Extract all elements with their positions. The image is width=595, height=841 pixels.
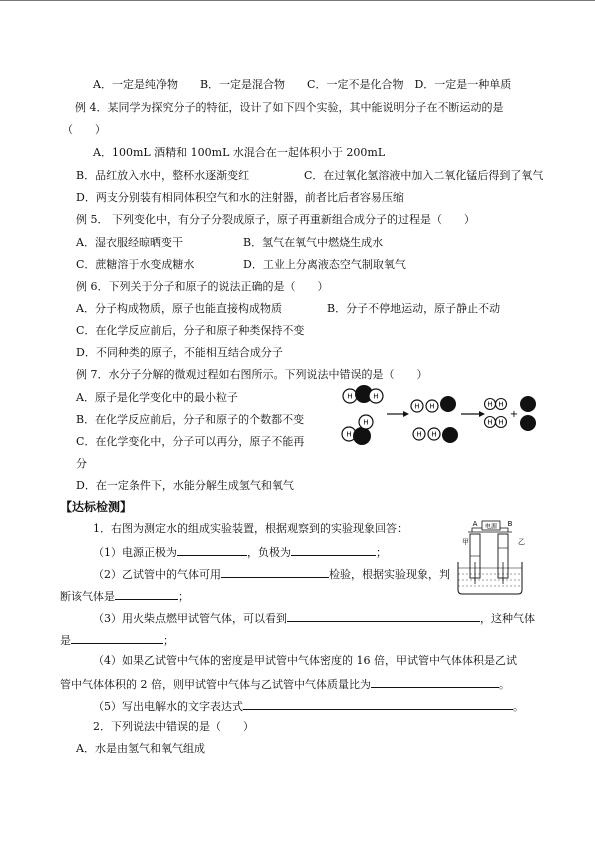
electrode-b-label: B [507, 520, 513, 528]
answer-blank[interactable] [291, 544, 376, 556]
arrow-1 [387, 411, 409, 417]
hydrogen-molecules [485, 399, 507, 428]
ex5-option-b: B．氢气在氧气中燃烧生成水 [243, 236, 384, 249]
h-atom-label: H [347, 392, 353, 401]
q3-options: A．一定是纯净物 B．一定是混合物 C．一定不是化合物 D．一定是一种单质 [93, 78, 512, 91]
ex4-option-c: C．在过氧化氢溶液中加入二氧化锰后得到了氧气 [304, 169, 544, 182]
ex4-option-d: D．两支分别装有相同体积空气和水的注射器，前者比后者容易压缩 [76, 191, 404, 204]
h-atom-label: H [346, 430, 352, 439]
ex5-option-a: A．湿衣服经晾晒变干 [76, 236, 183, 249]
t1-sub4-cont: 管中气体体积的 2 倍，则甲试管中气体与乙试管中气体质量比为 。 [60, 678, 510, 691]
ex7-option-a: A．原子是化学变化中的最小粒子 [76, 391, 238, 404]
answer-blank[interactable] [177, 544, 247, 556]
ex4-answer-paren: （ ） [62, 123, 106, 136]
t1-sub2: （2）乙试管中的气体可用 检验，根据实验现象，判 [93, 568, 450, 581]
h-atom-label: H [373, 392, 379, 401]
ex6-option-c: C．在化学反应前后，分子和原子种类保持不变 [76, 324, 305, 337]
ex7-option-c-line2: 分 [76, 457, 87, 470]
h-atom-label: H [487, 400, 493, 409]
answer-blank[interactable] [287, 610, 480, 622]
t1-sub3: （3）用火柴点燃甲试管气体，可以看到 ，这种气体 [93, 612, 535, 625]
ex6-option-b: B．分子不停地运动，原子静止不动 [327, 302, 501, 315]
ex4-option-a: A．100mL 酒精和 100mL 水混合在一起体积小于 200mL [93, 146, 386, 159]
h-atom-label: H [429, 402, 435, 411]
h-atom-label: H [498, 400, 504, 409]
ex5-option-d: D．工业上分离液态空气制取氧气 [243, 258, 406, 271]
t1-sub4: （4）如果乙试管中气体的密度是甲试管中气体密度的 16 倍，甲试管中气体体积是乙试 [93, 654, 517, 667]
answer-blank[interactable] [243, 698, 513, 710]
page-top-rule [0, 0, 595, 1]
ex6-stem: 例 6．下列关于分子和原子的说法正确的是（ ） [76, 280, 329, 293]
water-decomposition-diagram [335, 382, 540, 454]
ex4-option-b: B．品红放入水中，整杯水逐渐变红 [76, 169, 250, 182]
plus-sign: + [509, 409, 519, 420]
ex6-option-d: D．不同种类的原子，不能相互结合成分子 [76, 346, 283, 359]
power-source-label: 电源 [484, 523, 498, 531]
separated-atoms [411, 396, 458, 443]
answer-blank[interactable] [221, 566, 329, 578]
h-atom-label: H [363, 418, 369, 427]
t1-stem: 1．右图为测定水的组成实验装置，根据观察到的实验现象回答： [93, 522, 408, 535]
h-atom-label: H [487, 418, 493, 427]
answer-blank[interactable] [115, 588, 178, 600]
t1-sub2-cont: 断该气体是 ； [60, 590, 189, 603]
tube-yi-label: 乙 [518, 538, 525, 546]
t1-sub1: （1）电源正极为 ，负极为 ； [93, 546, 387, 559]
water-molecule-1 [343, 385, 383, 403]
ex4-stem: 例 4．某同学为探究分子的特征，设计了如下四个实验，其中能说明分子在不断运动的是 [75, 101, 504, 114]
ex7-option-d: D．在一定条件下，水能分解生成氢气和氧气 [76, 479, 294, 492]
answer-blank[interactable] [371, 676, 499, 688]
ex6-option-a: A．分子构成物质，原子也能直接构成物质 [76, 302, 282, 315]
answer-blank[interactable] [71, 632, 163, 644]
t1-sub3-cont: 是 ； [60, 634, 174, 647]
h-atom-label: H [431, 430, 437, 439]
electrolysis-apparatus-diagram [450, 518, 530, 596]
section-title: 【达标检测】 [60, 500, 133, 514]
arrow-2 [461, 411, 485, 417]
ex7-option-b: B．在化学反应前后，分子和原子的个数都不变 [76, 413, 305, 426]
h-atom-label: H [498, 418, 504, 427]
ex7-stem: 例 7．水分子分解的微观过程如右图所示。下列说法中错误的是（ ） [76, 368, 428, 381]
ex7-option-c-line1: C．在化学变化中，分子可以再分，原子不能再 [76, 435, 305, 448]
electrode-a-label: A [472, 520, 478, 528]
h-atom-label: H [414, 402, 420, 411]
h-atom-label: H [416, 430, 422, 439]
t2-stem: 2．下列说法中错误的是（ ） [93, 720, 254, 733]
oxygen-molecule [520, 396, 536, 431]
t1-sub5: （5）写出电解水的文字表达式 。 [93, 700, 524, 713]
ex5-option-c: C．蔗糖溶于水变成糖水 [76, 258, 195, 271]
ex5-stem: 例 5． 下列变化中，有分子分裂成原子，原子再重新组合成分子的过程是（ ） [76, 213, 475, 226]
tube-jia-label: 甲 [462, 538, 469, 546]
water-molecule-2 [342, 415, 373, 445]
t2-option-a: A．水是由氢气和氧气组成 [76, 742, 205, 755]
